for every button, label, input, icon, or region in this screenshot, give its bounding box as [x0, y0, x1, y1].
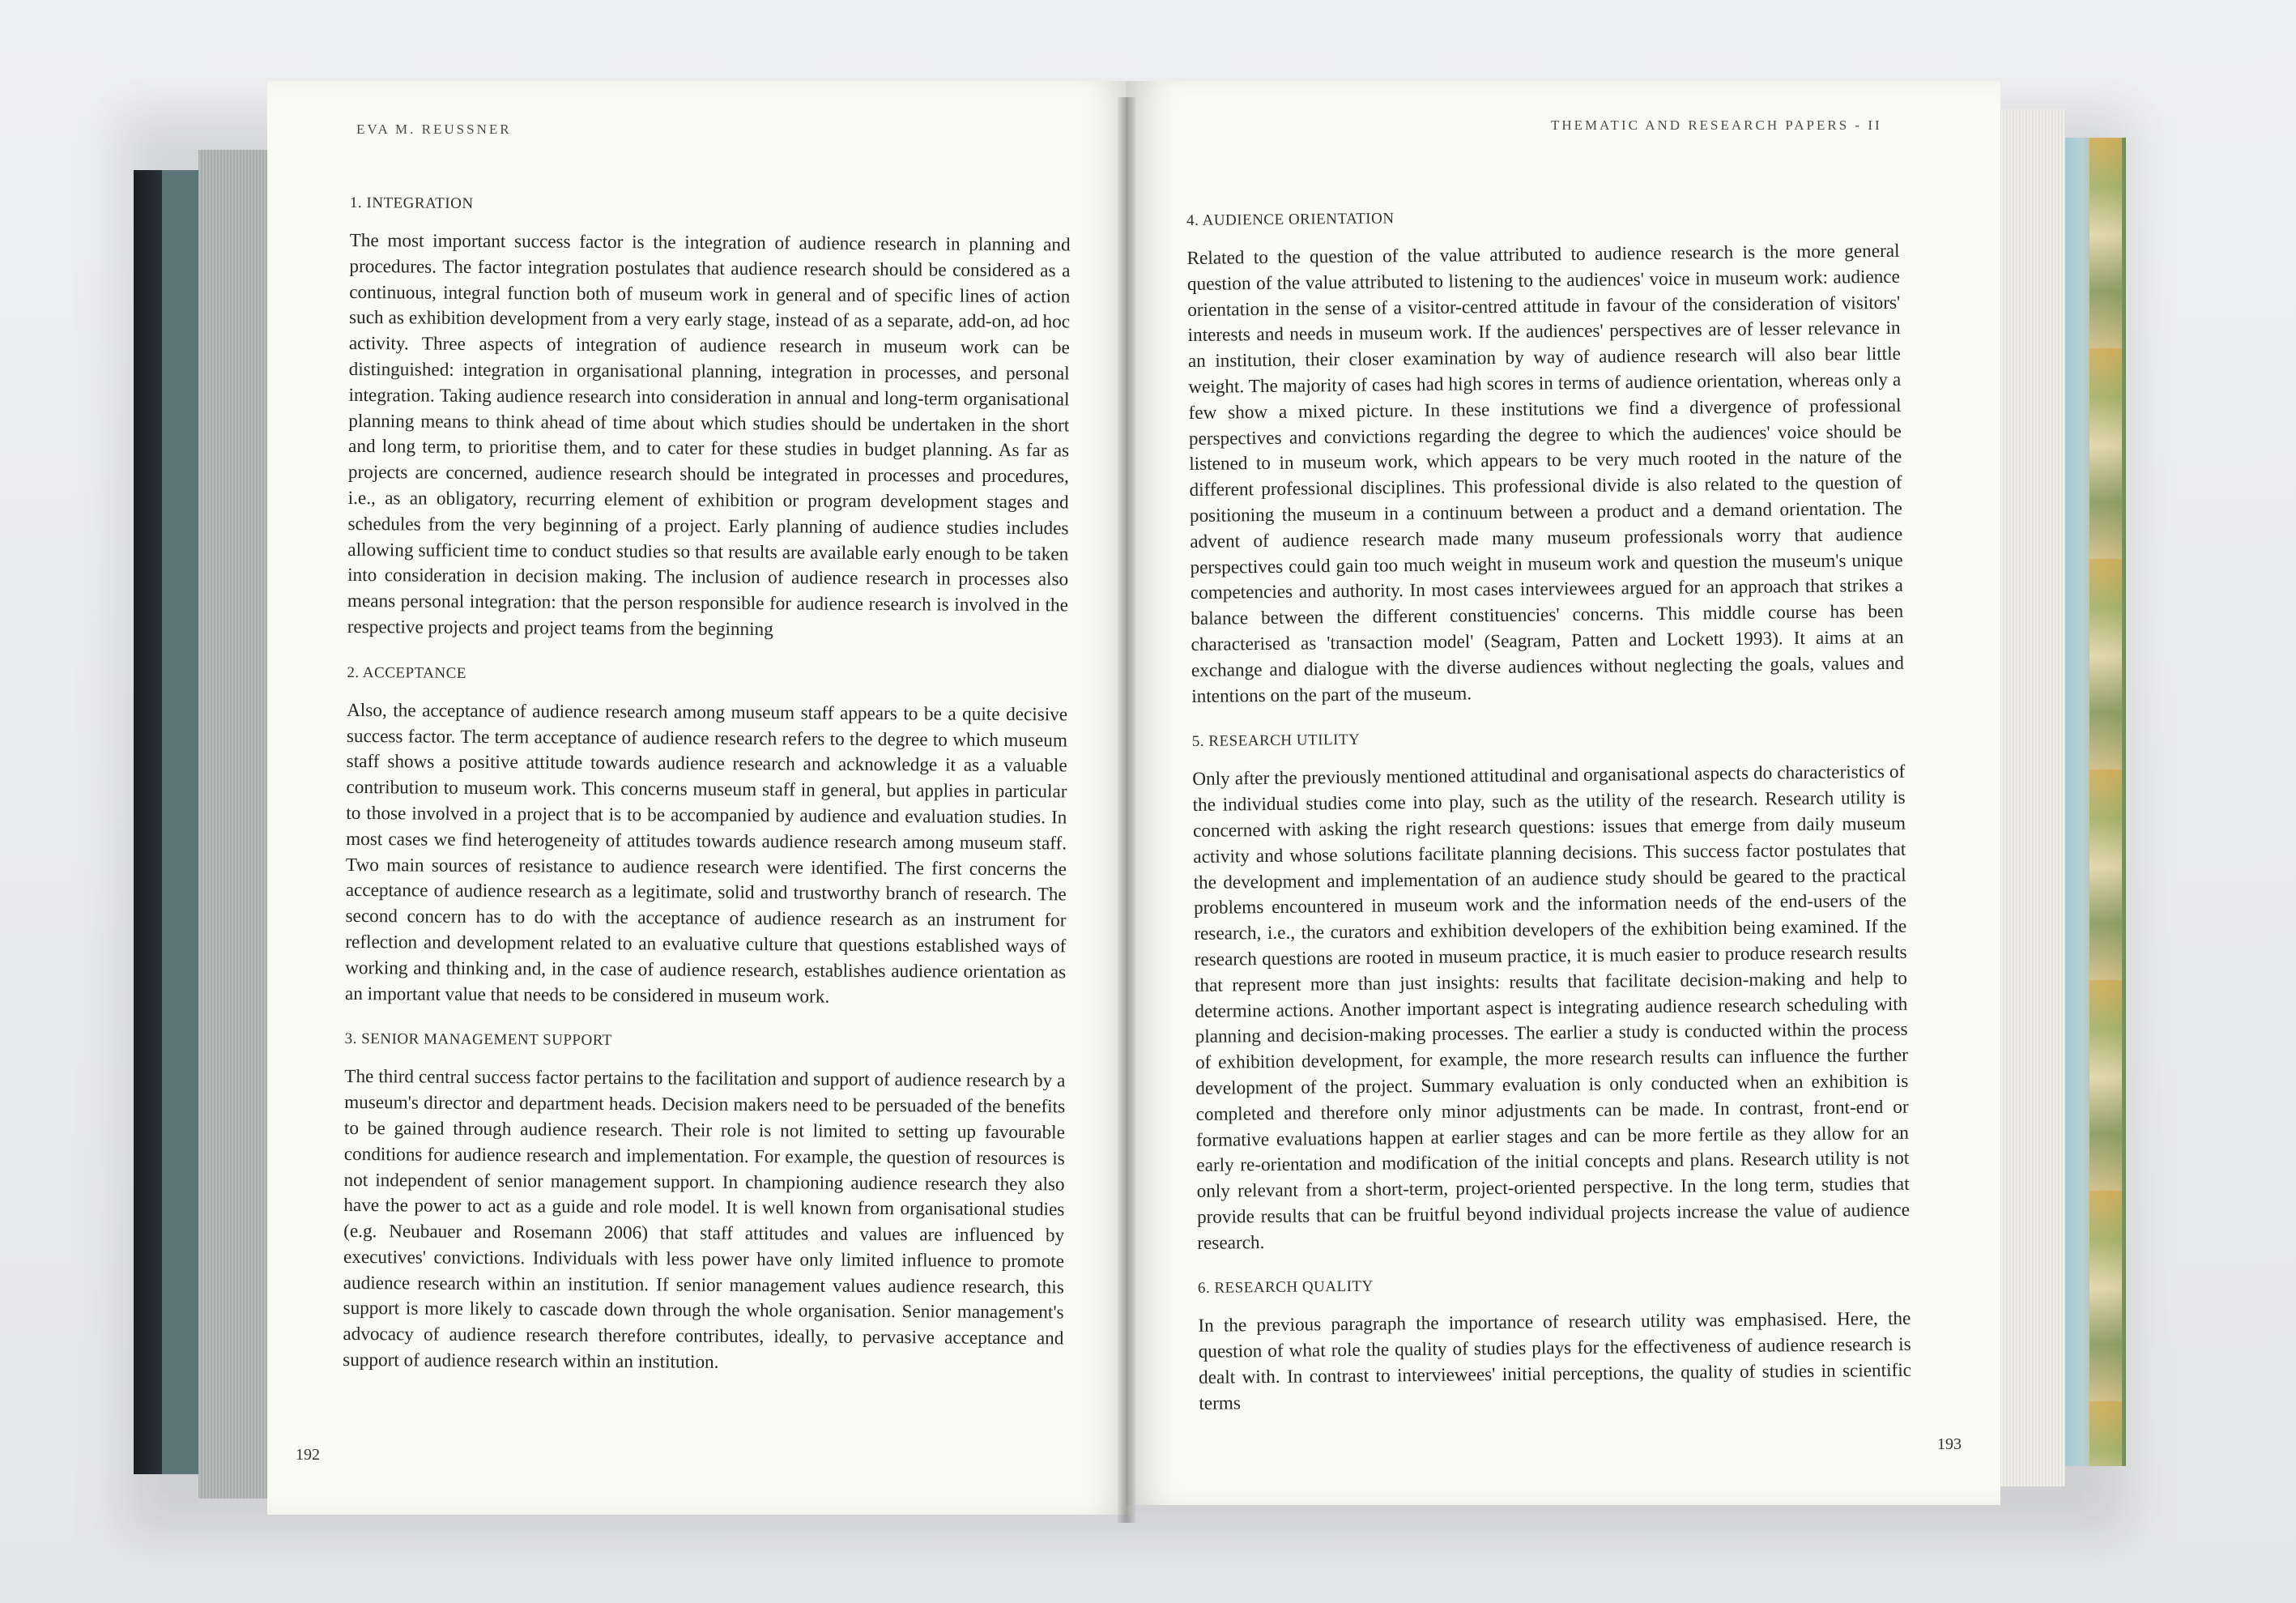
section-heading: 4. AUDIENCE ORIENTATION — [1186, 210, 1395, 229]
right-page-text-column — [1186, 205, 1912, 1441]
section-heading: 2. ACCEPTANCE — [347, 663, 466, 682]
section-paragraph: In the previous paragraph the importance of research utility was emphasised. Here, the question of what role the quality of studies plays for the effectiveness of audience research is dealt with. In contrast to interviewees' initial perceptions, the quality of studies in scientific terms — [1198, 1308, 1912, 1414]
section-heading: 5. RESEARCH UTILITY — [1191, 731, 1361, 751]
section-senior-management-support — [343, 1030, 1066, 1378]
section-acceptance — [345, 664, 1068, 1012]
section-heading: 6. RESEARCH QUALITY — [1197, 1278, 1374, 1298]
section-paragraph: The third central success factor pertains to the facilitation and support of audience research by a museum's director and department heads. Decision makers need to be persuaded of the benefits to be gained through audience research. Their role is not limited to setting up favourable conditions for audience research and implementation. For example, the question of resources is not independent of senior management support. In championing audience research they also have the power to act as a guide and role model. It is well known from organisational studies (e.g. Neubauer and Rosemann 2006) that staff attitudes and values are influenced by executives' convictions. Individuals with less power have only limited influence to promote audience research within an institution. If senior management values audience research, this support is more likely to cascade down through the whole organisation. Senior management's advocacy of audience research therefore contributes, ideally, to pervasive acceptance and support of audience research within an institution. — [343, 1066, 1066, 1373]
left-page-text-column — [343, 194, 1071, 1401]
section-paragraph: Also, the acceptance of audience research among museum staff appears to be a quite decisive success factor. The term acceptance of audience research refers to the degree to which museum staff shows a positive attitude towards audience research and acknowledge it as a valuable contribution to museum work. This concerns museum staff in general, but applies in particular to those involved in a project that is to be accompanied by audience and evaluation studies. In most cases we find heterogeneity of attitudes towards audience research among museum staff. Two main sources of resistance to audience research were identified. The first concerns the acceptance of audience research as a legitimate, solid and trustworthy branch of research. The second concern has to do with the acceptance of audience research as an instrument for reflection and development related to an evaluative culture that questions established ways of working and thinking and, in the case of audience research, establishes audience orientation as an important value that needs to be considered in museum work. — [344, 699, 1068, 1008]
section-research-quality — [1198, 1273, 1912, 1417]
section-paragraph: Related to the question of the value attributed to audience research is the more general question of the value attributed to listening to the audiences' voice in museum work: audience orientation in the sense of a visitor-centred attitude in favour of the consideration of visitors' interests and needs in museum work. If the audiences' perspectives are of lesser relevance in an institution, their closer examination by way of audience research will also bear little weight. The majority of cases had high scores in terms of audience orientation, whereas only a few show a mixed picture. In these institutions we find a divergence of professional perspectives and convictions regarding the degree to which the audiences' voice should be listened to in museum work, which appears to be very much rooted in the nature of the different professional disciplines. This professional divide is also related to the question of positioning the museum in a continuum between a product and a demand orientation. The advent of audience research made many museum professionals worry that audience perspectives could gain too much weight in museum work and question the museum's unique competencies and authority. In most cases interviewees argued for an approach that strikes a balance between the different constituencies' concerns. This middle course has been characterised as 'transaction model' (Seagram, Patten and Lockett 1993). It aims at an exchange and dialogue with the diverse audiences without neglecting the goals, values and intentions on the part of the museum. — [1186, 240, 1905, 707]
book-gutter — [1118, 97, 1135, 1523]
running-head-left: EVA M. REUSSNER — [356, 122, 512, 137]
page-number-left: 192 — [296, 1446, 320, 1464]
floral-endpaper-edge — [2089, 138, 2122, 1466]
section-heading: 1. INTEGRATION — [349, 194, 474, 212]
section-paragraph: The most important success factor is the integration of audience research in planning and procedures. The factor integration postulates that audience research should be considered as a continuous, integral function both of museum work in general and of specific lines of action such as exhibition development from a very early stage, instead of as a separate, add-on, ad hoc activity. Three aspects of integration of audience research in museum work can be distinguished: integration in organisational planning, integration in processes, and personal integration. Taking audience research into consideration in annual and long-term organisational planning means to think ahead of time about which studies should be undertaken in the short and long term, to prioritise them, and to cater for these studies in budget planning. As far as projects are concerned, audience research should be integrated in processes and procedures, i.e., as an obligatory, recurring element of exhibition or program development stages and schedules from the very beginning of a project. Early planning of audience studies includes allowing sufficient time to conduct studies so that results are available early enough to be taken into consideration in decision making. The inclusion of audience research in processes also means personal integration: that the person responsible for audience research is involved in the respective projects and project teams from the beginning — [347, 229, 1071, 641]
page-number-right: 193 — [1937, 1435, 1962, 1453]
section-heading: 3. SENIOR MANAGEMENT SUPPORT — [344, 1030, 612, 1050]
section-research-utility — [1192, 726, 1910, 1256]
section-integration — [347, 194, 1071, 645]
cover-spine-band — [162, 170, 202, 1474]
running-head-right: THEMATIC AND RESEARCH PAPERS - II — [1551, 117, 1882, 133]
section-paragraph: Only after the previously mentioned attitudinal and organisational aspects do characteristics of the individual studies come into play, such as the utility of the research. Research utility is concerned with asking the right research questions: issues that emerge from daily museum activity and whose solutions facilitate planning decisions. This success factor postulates that the development and implementation of an audience study should be geared to the practical problems encountered in museum work and the information needs of the end-users of the research, i.e., the curators and exhibition developers of the exhibition being examined. If the research questions are rooted in museum practice, it is much easier to produce research results that represent more than just insights: results that facilitate decision-making and help to determine actions. Another important aspect is integrating audience research scheduling with planning and decision-making processes. The earlier a study is conducted within the process of exhibition development, for example, the more research results can influence the further development of the project. Summary evaluation is only conducted when an exhibition is completed and therefore only minor adjustments can be made. In contrast, front-end or formative evaluations happen at earlier stages and can be more fertile as they allow for an early re-orientation and modification of the initial concepts and plans. Research utility is not only relevant from a short-term, project-oriented perspective. In the long term, studies that provide results that can be fruitful beyond individual projects increase the value of audience research. — [1192, 761, 1910, 1254]
section-audience-orientation — [1186, 205, 1904, 710]
page-block-edge-left — [198, 150, 271, 1499]
